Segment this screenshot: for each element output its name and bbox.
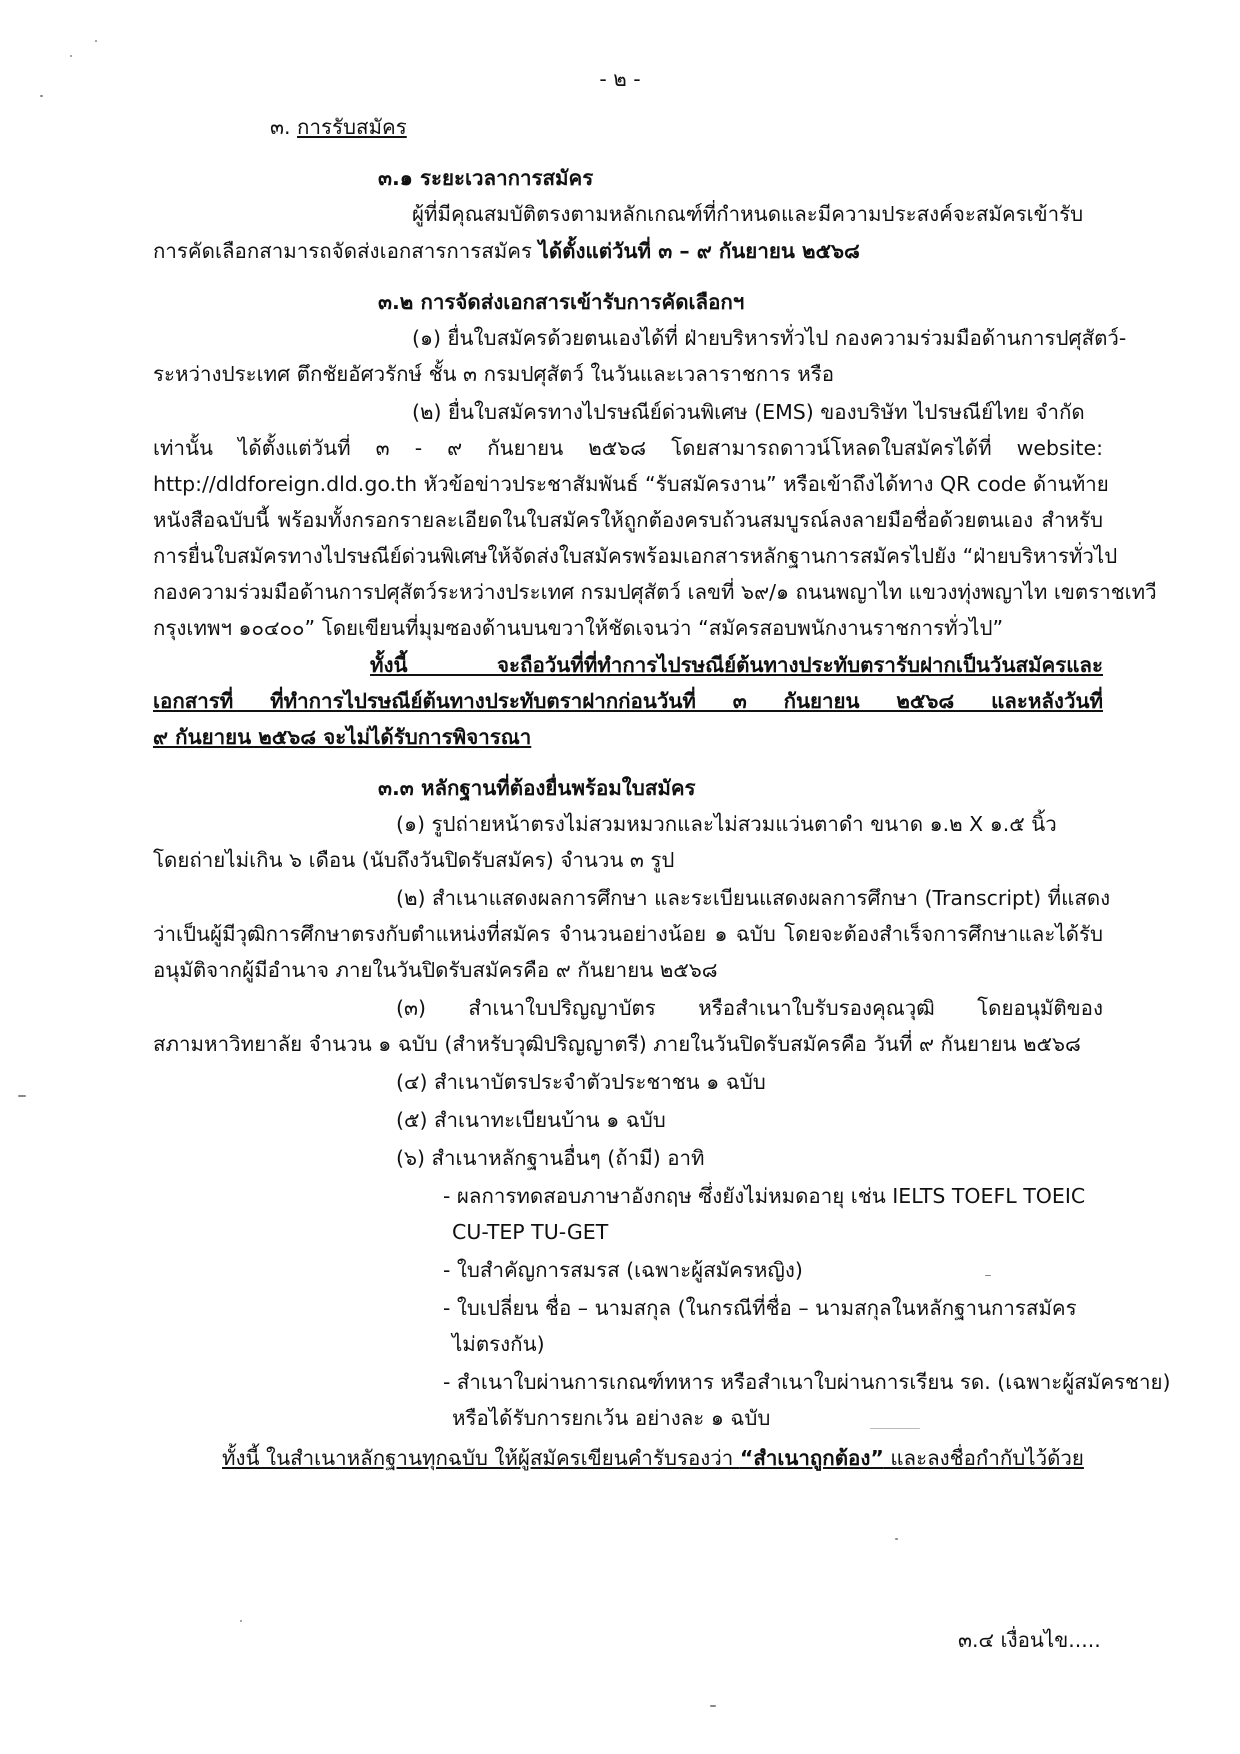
- s33-sub1-line1: - ผลการทดสอบภาษาอังกฤษ ซึ่งยังไม่หมดอายุ เช่น IELTS TOEFL TOEIC: [443, 1184, 1086, 1208]
- scan-speck: [240, 1620, 242, 1622]
- scan-speck: [710, 1705, 716, 1707]
- scan-speck: [895, 1538, 898, 1540]
- continuation-note: ๓.๔ เงื่อนไข.....: [958, 1628, 1101, 1652]
- s33-final-certified: “สำเนาถูกต้อง”: [739, 1446, 884, 1470]
- s32-note-line1: ทั้งนี้ จะถือวันที่ที่ทำการไปรษณีย์ต้นทางประทับตรารับฝากเป็นวันสมัครและ: [370, 653, 1103, 677]
- s32-p2-line6: กองความร่วมมือด้านการปศุสัตว์ระหว่างประเทศ กรมปศุสัตว์ เลขที่ ๖๙/๑ ถนนพญาไท แขวงทุ่งพญาไท เขตราชเทวี: [153, 580, 1157, 604]
- subsection-3-2-title: ๓.๒ การจัดส่งเอกสารเข้ารับการคัดเลือกฯ: [378, 290, 745, 314]
- s33-final-text-3: และลงชื่อกำกับไว้ด้วย: [883, 1446, 1084, 1470]
- s33-sub4-line2: หรือได้รับการยกเว้น อย่างละ ๑ ฉบับ: [452, 1406, 771, 1430]
- s33-item3-line2: สภามหาวิทยาลัย จำนวน ๑ ฉบับ (สำหรับวุฒิปริญญาตรี) ภายในวันปิดรับสมัครคือ วันที่ ๙ กันยายน ๒๕๖๘: [153, 1032, 1081, 1056]
- s31-line1: ผู้ที่มีคุณสมบัติตรงตามหลักเกณฑ์ที่กำหนดและมีความประสงค์จะสมัครเข้ารับ: [412, 202, 1084, 226]
- section-title: การรับสมัคร: [297, 115, 407, 139]
- s33-final-note: [222, 1443, 1084, 1473]
- section-heading: [270, 112, 407, 142]
- s32-p1-line1: (๑) ยื่นใบสมัครด้วยตนเองได้ที่ ฝ่ายบริหารทั่วไป กองความร่วมมือด้านการปศุสัตว์-: [412, 326, 1127, 350]
- s33-item2-line1: (๒) สำเนาแสดงผลการศึกษา และระเบียนแสดงผลการศึกษา (Transcript) ที่แสดง: [396, 886, 1111, 910]
- s33-item1-line1: (๑) รูปถ่ายหน้าตรงไม่สวมหมวกและไม่สวมแว่นตาดำ ขนาด ๑.๒ X ๑.๕ นิ้ว: [396, 812, 1057, 836]
- subsection-3-1-title: ๓.๑ ระยะเวลาการสมัคร: [378, 166, 594, 190]
- scan-speck: [95, 40, 97, 42]
- s32-p2-line1: (๒) ยื่นใบสมัครทางไปรษณีย์ด่วนพิเศษ (EMS) ของบริษัท ไปรษณีย์ไทย จำกัด: [412, 400, 1085, 424]
- s31-line2-text: การคัดเลือกสามารถจัดส่งเอกสารการสมัคร: [153, 239, 539, 263]
- s33-item2-line3: อนุมัติจากผู้มีอำนาจ ภายในวันปิดรับสมัครคือ ๙ กันยายน ๒๕๖๘: [153, 958, 718, 982]
- scan-speck: [40, 95, 43, 97]
- s32-p2-line5: การยื่นใบสมัครทางไปรษณีย์ด่วนพิเศษให้จัดส่งใบสมัครพร้อมเอกสารหลักฐานการสมัครไปยัง “ฝ่ายบริหารทั่วไป: [153, 544, 1118, 568]
- s31-line2: [153, 236, 860, 266]
- s33-item1-line2: โดยถ่ายไม่เกิน ๖ เดือน (นับถึงวันปิดรับสมัคร) จำนวน ๓ รูป: [153, 848, 675, 872]
- section-number: ๓.: [270, 115, 298, 139]
- application-period: ได้ตั้งแต่วันที่ ๓ – ๙ กันยายน ๒๕๖๘: [538, 239, 860, 263]
- s33-item6: (๖) สำเนาหลักฐานอื่นๆ (ถ้ามี) อาทิ: [396, 1146, 705, 1170]
- s32-note-line2: เอกสารที่ ที่ทำการไปรษณีย์ต้นทางประทับตราฝากก่อนวันที่ ๓ กันยายน ๒๕๖๘ และหลังวันที่: [153, 689, 1103, 713]
- s32-p2-line4: หนังสือฉบับนี้ พร้อมทั้งกรอกรายละเอียดในใบสมัครให้ถูกต้องครบถ้วนสมบูรณ์ลงลายมือชื่อด้วยตนเอง สำหรับ: [153, 508, 1103, 532]
- s32-note-line3: ๙ กันยายน ๒๕๖๘ จะไม่ได้รับการพิจารณา: [153, 725, 532, 749]
- scan-speck: [985, 1275, 991, 1276]
- s32-p1-line2: ระหว่างประเทศ ตึกชัยอัศวรักษ์ ชั้น ๓ กรมปศุสัตว์ ในวันและเวลาราชการ หรือ: [153, 362, 835, 386]
- s33-sub3-line2: ไม่ตรงกัน): [452, 1332, 545, 1356]
- scan-speck: [70, 55, 72, 57]
- s32-p2-line7: กรุงเทพฯ ๑๐๔๐๐” โดยเขียนที่มุมซองด้านบนขวาให้ชัดเจนว่า “สมัครสอบพนักงานราชการทั่วไป”: [153, 616, 1004, 640]
- s33-item2-line2: ว่าเป็นผู้มีวุฒิการศึกษาตรงกับตำแหน่งที่สมัคร จำนวนอย่างน้อย ๑ ฉบับ โดยจะต้องสำเร็จการศึกษาและได้รับ: [153, 922, 1103, 946]
- s33-sub4-line1: - สำเนาใบผ่านการเกณฑ์ทหาร หรือสำเนาใบผ่านการเรียน รด. (เฉพาะผู้สมัครชาย): [443, 1370, 1171, 1394]
- s33-final-text-1: ทั้งนี้ ในสำเนาหลักฐานทุกฉบับ ให้ผู้สมัครเขียนคำรับรองว่า: [222, 1446, 740, 1470]
- s32-p2-line2: เท่านั้น ได้ตั้งแต่วันที่ ๓ - ๙ กันยายน ๒๕๖๘ โดยสามารถดาวน์โหลดใบสมัครได้ที่ website:: [153, 436, 1103, 460]
- s33-item3-line1: (๓) สำเนาใบปริญญาบัตร หรือสำเนาใบรับรองคุณวุฒิ โดยอนุมัติของ: [396, 996, 1103, 1020]
- s33-item4: (๔) สำเนาบัตรประจำตัวประชาชน ๑ ฉบับ: [396, 1070, 766, 1094]
- s33-item5: (๕) สำเนาทะเบียนบ้าน ๑ ฉบับ: [396, 1108, 666, 1132]
- s33-sub2: - ใบสำคัญการสมรส (เฉพาะผู้สมัครหญิง): [443, 1258, 803, 1282]
- scan-speck: [18, 1095, 26, 1097]
- s33-sub3-line1: - ใบเปลี่ยน ชื่อ – นามสกุล (ในกรณีที่ชื่อ – นามสกุลในหลักฐานการสมัคร: [443, 1296, 1077, 1320]
- page-number: - ๒ -: [599, 67, 641, 91]
- s32-p2-line3: http://dldforeign.dld.go.th หัวข้อข่าวประชาสัมพันธ์ “รับสมัครงาน” หรือเข้าถึงได้ทาง QR code ด้านท้าย: [153, 472, 1109, 496]
- scan-speck: [870, 1428, 920, 1429]
- s33-sub1-line2: CU-TEP TU-GET: [452, 1220, 609, 1244]
- subsection-3-3-title: ๓.๓ หลักฐานที่ต้องยื่นพร้อมใบสมัคร: [378, 776, 696, 800]
